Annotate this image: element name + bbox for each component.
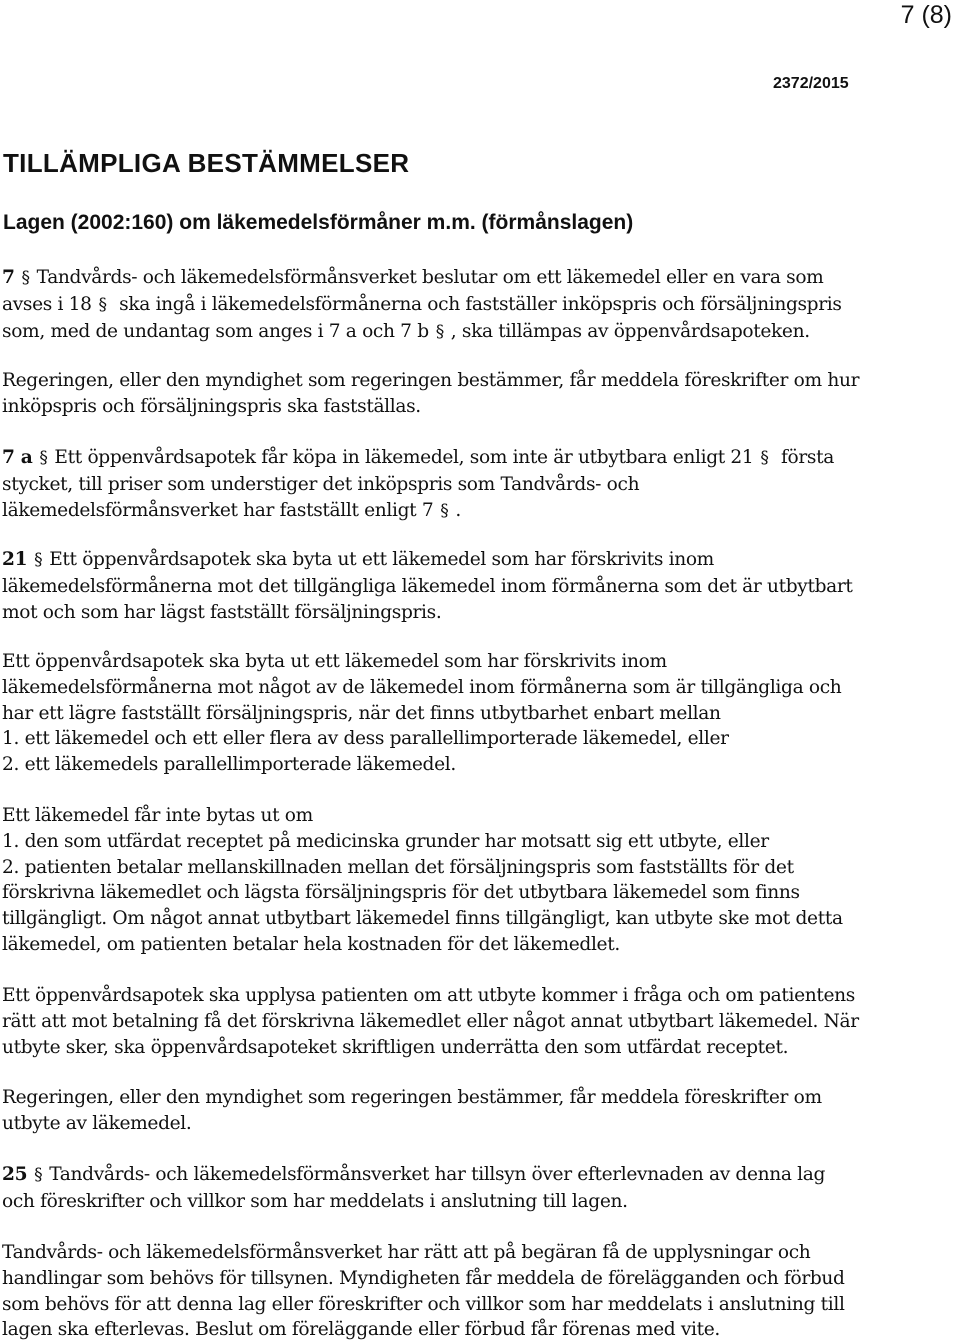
text-line xyxy=(2,1085,957,1111)
text-segment: utbyte sker, ska öppenvårdsapoteket skriftligen underrätta den som utfärdat receptet. xyxy=(2,1036,789,1058)
text-segment: 1. den som utfärdat receptet på medicinska grunder har motsatt sig ett utbyte, eller xyxy=(2,830,769,852)
text-segment: Ett läkemedel får inte bytas ut om xyxy=(2,805,313,826)
text-line xyxy=(2,803,957,829)
text-segment: lagen ska efterlevas. Beslut om föreläggande eller förbud får förenas med vite. xyxy=(2,1319,720,1341)
text-segment: läkemedelsförmånerna mot det tillgängliga läkemedel inom förmånerna som det är utbytbart xyxy=(2,575,853,597)
text-line xyxy=(2,675,957,701)
text-line xyxy=(2,906,957,932)
text-segment: mot och som har lägst fastställt försäljningspris. xyxy=(2,601,442,623)
section-sign: § xyxy=(39,448,48,468)
section-number: 7 xyxy=(2,267,15,288)
text-line xyxy=(2,983,957,1009)
text-line xyxy=(2,829,957,855)
text-line xyxy=(2,574,957,600)
text-segment: 2. ett läkemedels parallellimporterade läkemedel. xyxy=(2,754,456,776)
text-segment: som, med de undantag som anges i 7 a och 7 b xyxy=(2,320,429,342)
section-sign: § xyxy=(21,268,30,288)
text-segment: första xyxy=(775,447,834,468)
text-line xyxy=(2,1035,957,1061)
paragraph xyxy=(2,803,957,958)
text-segment: Ett öppenvårdsapotek ska upplysa patienten om att utbyte kommer i fråga och om patientens xyxy=(2,985,855,1006)
section-sign: § xyxy=(98,294,107,315)
text-line xyxy=(2,472,957,498)
text-segment: läkemedelsförmånerna mot något av de läkemedel inom förmånerna som är tillgängliga och xyxy=(2,676,842,698)
text-line xyxy=(2,1111,957,1137)
text-line xyxy=(2,292,957,319)
paragraph xyxy=(2,265,957,345)
section-number: 7 a xyxy=(2,447,33,468)
text-line xyxy=(2,319,957,346)
section-number: 25 xyxy=(2,1164,28,1185)
paragraph xyxy=(2,649,957,778)
text-line xyxy=(2,1317,957,1343)
text-segment: handlingar som behövs för tillsynen. Myndigheten får meddela de förelägganden och förbud xyxy=(2,1267,845,1289)
paragraph xyxy=(2,983,957,1060)
text-segment: avses i 18 xyxy=(2,293,92,315)
paragraph xyxy=(2,547,957,625)
section-sign: § xyxy=(34,1165,43,1185)
text-line xyxy=(2,547,957,574)
text-line xyxy=(2,394,957,420)
text-line xyxy=(2,600,957,626)
text-line xyxy=(2,368,957,394)
law-title: Lagen (2002:160) om läkemedelsförmåner m.m. (förmånslagen) xyxy=(3,211,634,234)
text-line xyxy=(2,649,957,675)
text-segment: Tandvårds- och läkemedelsförmånsverket har tillsyn över efterlevnaden av denna lag xyxy=(49,1164,826,1185)
text-line xyxy=(2,1009,957,1035)
page-number: 7 (8) xyxy=(900,1,952,29)
text-line xyxy=(2,726,957,752)
text-segment: rätt att mot betalning få det förskrivna läkemedlet eller något annat utbytbart läkemedel. När xyxy=(2,1010,859,1032)
section-sign: § xyxy=(435,321,444,342)
section-sign: § xyxy=(760,448,769,468)
page-title: TILLÄMPLIGA BESTÄMMELSER xyxy=(3,148,410,178)
paragraph xyxy=(2,368,957,420)
document-reference: 2372/2015 xyxy=(773,75,849,92)
text-line xyxy=(2,855,957,881)
paragraph xyxy=(2,445,957,524)
section-number: 21 xyxy=(2,549,28,570)
text-line xyxy=(2,1240,957,1266)
text-line xyxy=(2,1189,957,1215)
text-segment: Regeringen, eller den myndighet som regeringen bestämmer, får meddela föreskrifter om hur xyxy=(2,370,860,391)
text-line xyxy=(2,1162,957,1189)
text-line xyxy=(2,701,957,727)
text-segment: , ska tillämpas av öppenvårdsapoteken. xyxy=(450,320,810,342)
text-line xyxy=(2,752,957,778)
text-line xyxy=(2,1266,957,1292)
text-segment: förskrivna läkemedlet och lägsta försäljningspris för det utbytbara läkemedel som finns xyxy=(2,882,800,904)
text-segment: Regeringen, eller den myndighet som regeringen bestämmer, får meddela föreskrifter om xyxy=(2,1087,822,1108)
paragraph xyxy=(2,1162,957,1215)
text-segment: Ett öppenvårdsapotek ska byta ut ett läkemedel som har förskrivits inom xyxy=(2,651,667,672)
paragraph xyxy=(2,1085,957,1137)
text-line xyxy=(2,498,957,525)
text-segment: stycket, till priser som understiger det inköpspris som Tandvårds- och xyxy=(2,473,640,495)
text-segment: som behövs för att denna lag eller föreskrifter och villkor som har meddelats i anslutning till xyxy=(2,1293,845,1315)
text-line xyxy=(2,265,957,292)
text-segment: 1. ett läkemedel och ett eller flera av dess parallellimporterade läkemedel, eller xyxy=(2,728,729,750)
text-segment: läkemedel, om patienten betalar hela kostnaden för det läkemedlet. xyxy=(2,933,620,955)
text-segment: har ett lägre fastställt försäljningspris, när det finns utbytbarhet enbart mellan xyxy=(2,702,721,724)
text-segment: utbyte av läkemedel. xyxy=(2,1112,192,1134)
text-segment: . xyxy=(455,499,461,521)
text-segment: Ett öppenvårdsapotek får köpa in läkemedel, som inte är utbytbara enligt 21 xyxy=(54,447,754,468)
text-segment: Tandvårds- och läkemedelsförmånsverket har rätt att på begäran få de upplysningar och xyxy=(2,1242,811,1263)
text-segment: tillgängligt. Om något annat utbytbart läkemedel finns tillgängligt, kan utbyte ske mot detta xyxy=(2,908,843,930)
text-line xyxy=(2,932,957,958)
text-line xyxy=(2,880,957,906)
text-segment: inköpspris och försäljningspris ska fastställas. xyxy=(2,395,421,417)
text-segment: 2. patienten betalar mellanskillnaden mellan det försäljningspris som fastställts för det xyxy=(2,856,794,878)
text-segment: ska ingå i läkemedelsförmånerna och fastställer inköpspris och försäljningspris xyxy=(113,293,842,315)
text-segment: läkemedelsförmånsverket har fastställt enligt 7 xyxy=(2,499,434,521)
text-segment: Tandvårds- och läkemedelsförmånsverket beslutar om ett läkemedel eller en vara som xyxy=(36,267,824,288)
text-segment: Ett öppenvårdsapotek ska byta ut ett läkemedel som har förskrivits inom xyxy=(49,549,714,570)
section-sign: § xyxy=(440,500,449,521)
text-line xyxy=(2,445,957,472)
section-sign: § xyxy=(34,550,43,570)
text-line xyxy=(2,1292,957,1318)
text-segment: och föreskrifter och villkor som har meddelats i anslutning till lagen. xyxy=(2,1190,628,1212)
paragraph xyxy=(2,1240,957,1343)
